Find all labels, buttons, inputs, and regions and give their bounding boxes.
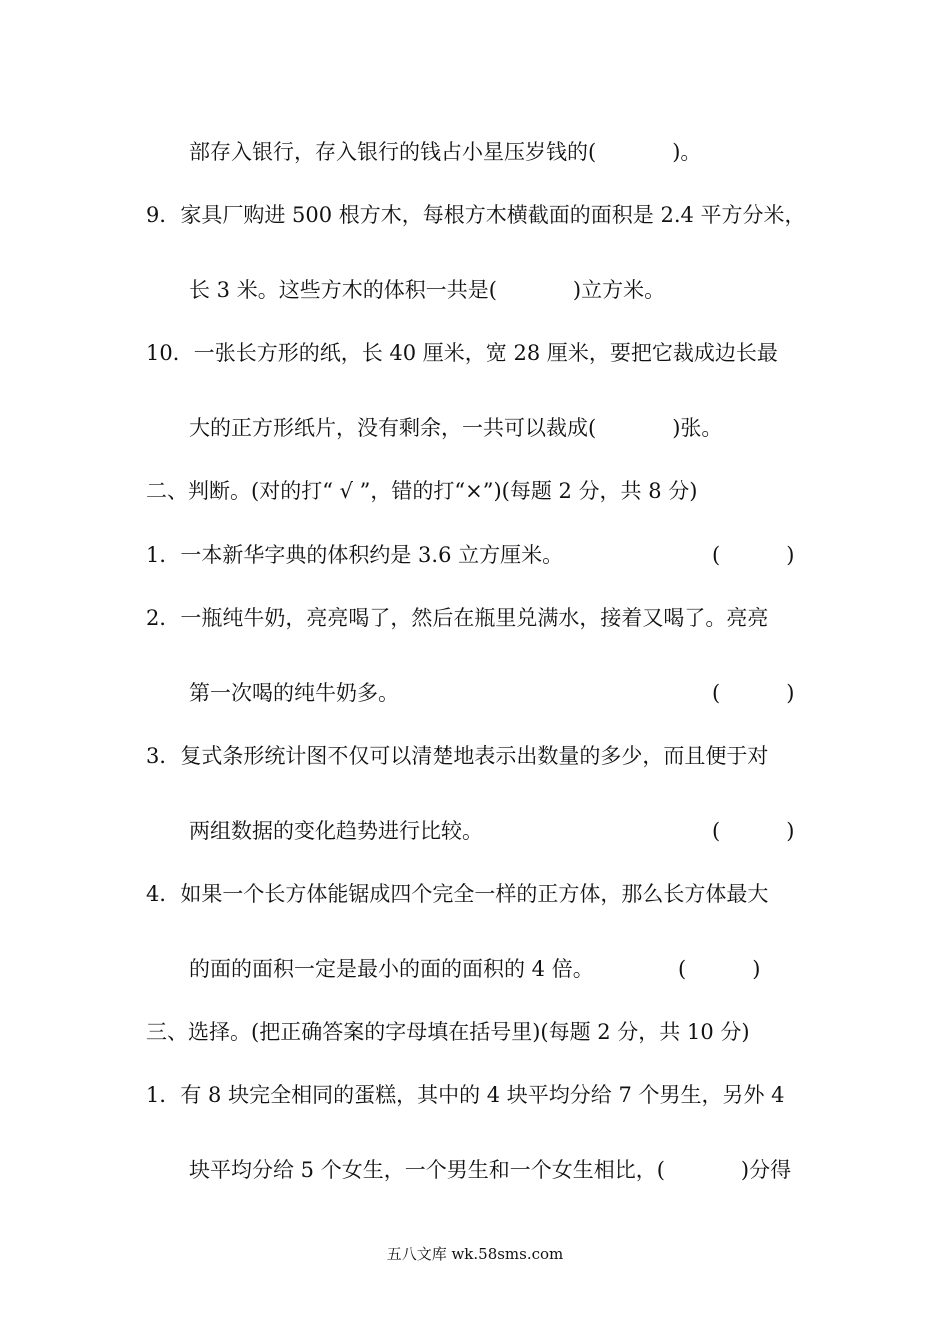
page-footer: 五八文库 wk.58sms.com <box>386 1245 564 1263</box>
text-after-blank: )立方米。 <box>572 278 666 302</box>
text-before-blank: 块平均分给 5 个女生，一个男生和一个女生相比，( <box>189 1158 665 1182</box>
section-2-heading <box>146 477 697 505</box>
judge-4-answer-bracket[interactable] <box>678 955 760 983</box>
q10-line-1 <box>146 339 778 367</box>
section-title: 三、选择。(把正确答案的字母填在括号里)(每题 2 分，共 10 分) <box>146 1020 750 1044</box>
question-text: 1．有 8 块完全相同的蛋糕，其中的 4 块平均分给 7 个男生，另外 4 <box>146 1083 785 1107</box>
judge-2-line-1 <box>146 604 768 632</box>
q9-line-1 <box>146 201 806 229</box>
question-text: 9．家具厂购进 500 根方木，每根方木横截面的面积是 2.4 平方分米， <box>146 203 806 227</box>
text-before-blank: 长 3 米。这些方木的体积一共是( <box>189 278 497 302</box>
question-text: 10．一张长方形的纸，长 40 厘米，宽 28 厘米，要把它裁成边长最 <box>146 341 778 365</box>
q10-line-2 <box>189 414 722 442</box>
choice-1-line-1 <box>146 1081 785 1109</box>
question-text: 两组数据的变化趋势进行比较。 <box>189 819 483 843</box>
text-after-blank: )分得 <box>740 1158 792 1182</box>
judge-3-line-1 <box>146 742 768 770</box>
judge-3-line-2 <box>189 817 483 845</box>
question-text: 的面的面积一定是最小的面的面积的 4 倍。 <box>189 957 594 981</box>
section-3-heading <box>146 1018 750 1046</box>
judge-4-line-1 <box>146 880 768 908</box>
bracket-open: ( <box>712 543 721 567</box>
question-text: 3．复式条形统计图不仅可以清楚地表示出数量的多少，而且便于对 <box>146 744 769 768</box>
judge-2-line-2 <box>189 679 399 707</box>
bracket-open: ( <box>712 819 721 843</box>
text-after-blank: )。 <box>672 140 702 164</box>
question-text: 第一次喝的纯牛奶多。 <box>189 681 399 705</box>
judge-2-answer-bracket[interactable] <box>712 679 794 707</box>
bracket-close: ) <box>786 681 795 705</box>
choice-1-line-2 <box>189 1156 791 1184</box>
question-text: 2．一瓶纯牛奶，亮亮喝了，然后在瓶里兑满水，接着又喝了。亮亮 <box>146 606 769 630</box>
question-text: 1．一本新华字典的体积约是 3.6 立方厘米。 <box>146 543 564 567</box>
text-after-blank: )张。 <box>672 416 723 440</box>
bracket-open: ( <box>712 681 721 705</box>
judge-4-line-2 <box>189 955 594 983</box>
section-title: 二、判断。(对的打“ √ ”，错的打“×”)(每题 2 分，共 8 分) <box>146 479 698 503</box>
bracket-close: ) <box>752 957 761 981</box>
judge-1-answer-bracket[interactable] <box>712 541 794 569</box>
text-before-blank: 大的正方形纸片，没有剩余，一共可以裁成( <box>189 416 597 440</box>
bracket-close: ) <box>786 819 795 843</box>
text-before-blank: 部存入银行，存入银行的钱占小星压岁钱的( <box>189 140 597 164</box>
bracket-open: ( <box>678 957 687 981</box>
question-text: 4．如果一个长方体能锯成四个完全一样的正方体，那么长方体最大 <box>146 882 769 906</box>
bracket-close: ) <box>786 543 795 567</box>
q9-line-2 <box>189 276 665 304</box>
q8-line-2 <box>189 138 701 166</box>
judge-1-line-1 <box>146 541 563 569</box>
judge-3-answer-bracket[interactable] <box>712 817 794 845</box>
